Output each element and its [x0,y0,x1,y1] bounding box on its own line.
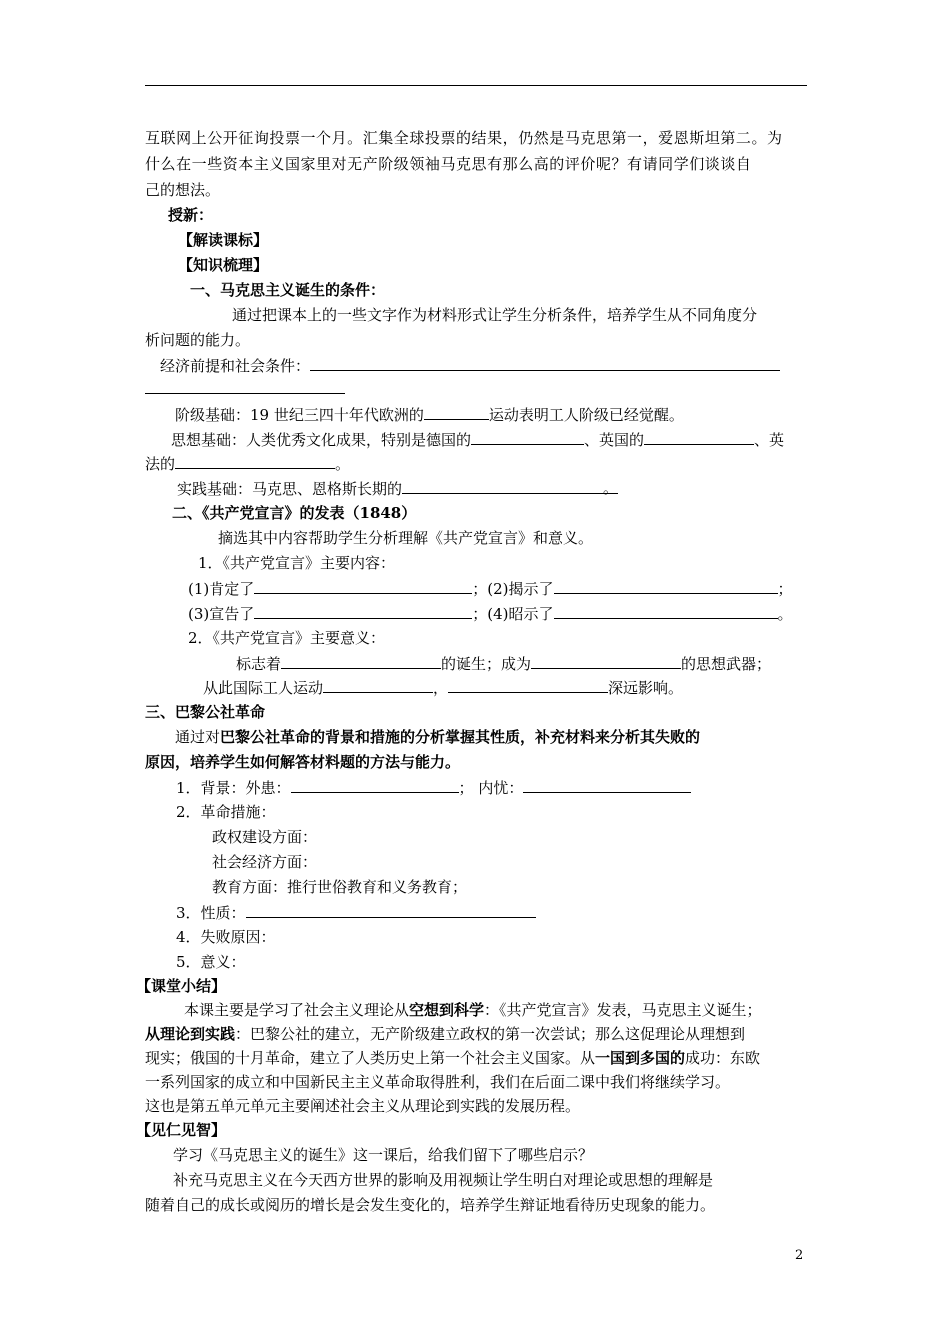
idea-fr-label: 、英 [754,431,785,449]
class-blank[interactable] [424,404,489,420]
summary-line-2 [145,1024,745,1046]
summary-2a: 从理论到实践 [145,1025,236,1043]
jianren-line-1: 学习《马克思主义的诞生》这一课后，给我们留下了哪些启示？ [173,1146,594,1164]
s3-background-line [176,777,691,799]
idea-end: 。 [335,455,351,473]
practice-label: 实践基础：马克思、恩格斯长期的 [177,480,403,498]
idea-blank-uk[interactable] [644,429,754,445]
page-number: 2 [795,1248,804,1263]
econ-blank[interactable] [310,355,780,371]
s1-para-1: 通过把课本上的一些文字作为材料形式让学生分析条件，培养学生从不同角度分 [232,306,758,324]
s3-para-1 [175,727,700,749]
s3-para-1-bold: 巴黎公社革命的背景和措施的分析掌握其性质，补充材料来分析其失败的 [220,728,701,746]
section-2-title: 二、《共产党宣言》的发表（1848） [172,504,417,522]
content-2-blank[interactable] [554,578,778,594]
meaning-4-blank[interactable] [448,677,608,693]
s1-econ-line [160,355,780,377]
meaning-1-label: 标志着 [236,655,282,673]
intro-line-2: 什么在一些资本主义国家里对无产阶级领袖马克思有那么高的评价呢？有请同学们谈谈自 [145,155,752,173]
class-label: 阶级基础：19 世纪三四十年代欧洲的 [175,406,424,424]
content-4-blank[interactable] [554,603,778,619]
summary-1a: 本课主要是学习了社会主义理论从 [184,1001,410,1019]
s2-meaning-row-2 [203,677,683,699]
heading-jiedu-kebiao: 【解读课标】 [178,231,269,249]
summary-line-3 [145,1048,760,1070]
summary-title: 【课堂小结】 [136,977,227,995]
content-row-1-end: ； [777,580,793,598]
s3-para-2: 原因，培养学生如何解答材料题的方法与能力。 [145,753,461,771]
s3-measures-gov: 政权建设方面： [212,828,318,846]
idea-fr-label-2: 法的 [145,455,176,473]
practice-blank[interactable] [402,478,619,497]
summary-3b: 一国到多国的 [595,1049,686,1067]
s1-idea-line [171,429,784,451]
idea-blank-france[interactable] [175,453,335,469]
heading-zhishi-shuli: 【知识梳理】 [178,256,269,274]
content-4-label: ；(4)昭示了 [472,605,554,623]
econ-label: 经济前提和社会条件： [160,357,311,375]
section-3-title: 三、巴黎公社革命 [145,703,266,721]
content-1-label: (1)肯定了 [188,580,255,598]
s2-content-row-1 [188,578,793,600]
meaning-1-blank[interactable] [281,653,441,669]
content-2-label: ；(2)揭示了 [472,580,554,598]
background-internal-blank[interactable] [523,777,691,793]
s1-econ-line-2 [145,378,345,400]
intro-line-1: 互联网上公开征询投票一个月。汇集全球投票的结果，仍然是马克思第一，爱恩斯坦第二。为 [145,129,783,147]
background-external-blank[interactable] [291,777,459,793]
s2-content-row-2 [188,603,793,625]
s3-nature-line [176,902,536,924]
summary-1b: 空想到科学 [409,1001,485,1019]
content-3-label: (3)宣告了 [188,605,255,623]
s1-practice-line [177,478,618,500]
intro-line-3: 己的想法。 [145,181,221,199]
s1-para-2: 析问题的能力。 [145,331,251,349]
summary-3a: 现实；俄国的十月革命，建立了人类历史上第一个社会主义国家。从 [145,1049,596,1067]
summary-line-4: 一系列国家的成立和中国新民主主义革命取得胜利，我们在后面二课中我们将继续学习。 [145,1073,731,1091]
s2-meaning-title: 2．《共产党宣言》主要意义： [188,629,386,647]
meaning-2-label: 的诞生；成为 [441,655,532,673]
meaning-3-blank[interactable] [323,677,433,693]
section-1-title: 一、马克思主义诞生的条件： [190,281,386,299]
nature-label: 3．性质： [176,904,246,922]
background-external-label: 1．背景：外患： [176,779,291,797]
content-row-2-end: 。 [777,605,793,623]
jianren-line-3: 随着自己的成长或阅历的增长是会发生变化的，培养学生辩证地看待历史现象的能力。 [145,1196,716,1214]
jianren-line-2: 补充马克思主义在今天西方世界的影响及用视频让学生明白对理论或思想的理解是 [173,1171,714,1189]
s2-intro: 摘选其中内容帮助学生分析理解《共产党宣言》和意义。 [218,529,594,547]
s1-class-line [175,404,684,426]
meaning-comma: ， [433,679,449,697]
econ-blank-2[interactable] [145,378,345,394]
s3-measures-soc: 社会经济方面： [212,853,318,871]
content-1-blank[interactable] [254,578,472,594]
s2-content-title: 1．《共产党宣言》主要内容： [198,554,396,572]
meaning-row-2-end: 深远影响。 [608,679,684,697]
meaning-row-1-end: 的思想武器； [681,655,772,673]
heading-shouxin: 授新： [168,206,214,224]
s3-failure: 4．失败原因： [176,928,276,946]
summary-line-5: 这也是第五单元单元主要阐述社会主义从理论到实践的发展历程。 [145,1097,581,1115]
nature-blank[interactable] [246,902,536,918]
summary-1c: ：《共产党宣言》发表，马克思主义诞生； [484,1001,762,1019]
header-rule [145,85,807,86]
s3-measures-title: 2．革命措施： [176,803,276,821]
practice-end: 。 [603,479,619,497]
s3-para-1-lead: 通过对 [175,728,221,746]
jianren-title: 【见仁见智】 [136,1121,227,1139]
idea-uk-label: 、英国的 [584,431,645,449]
meaning-2-blank[interactable] [531,653,681,669]
s3-measures-edu: 教育方面：推行世俗教育和义务教育； [212,878,468,896]
class-suffix: 运动表明工人阶级已经觉醒。 [488,406,684,424]
meaning-3-label: 从此国际工人运动 [203,679,324,697]
background-internal-label: ； 内忧： [458,779,524,797]
s3-significance: 5．意义： [176,953,246,971]
idea-label: 思想基础：人类优秀文化成果，特别是德国的 [171,431,472,449]
s2-meaning-row-1 [236,653,771,675]
idea-blank-germany[interactable] [471,429,584,445]
content-3-blank[interactable] [254,603,472,619]
summary-2b: ：巴黎公社的建立，无产阶级建立政权的第一次尝试；那么这促理论从理想到 [235,1025,746,1043]
s1-idea-line-2 [145,453,350,475]
summary-line-1 [184,1000,762,1022]
summary-3c: 成功：东欧 [685,1049,761,1067]
